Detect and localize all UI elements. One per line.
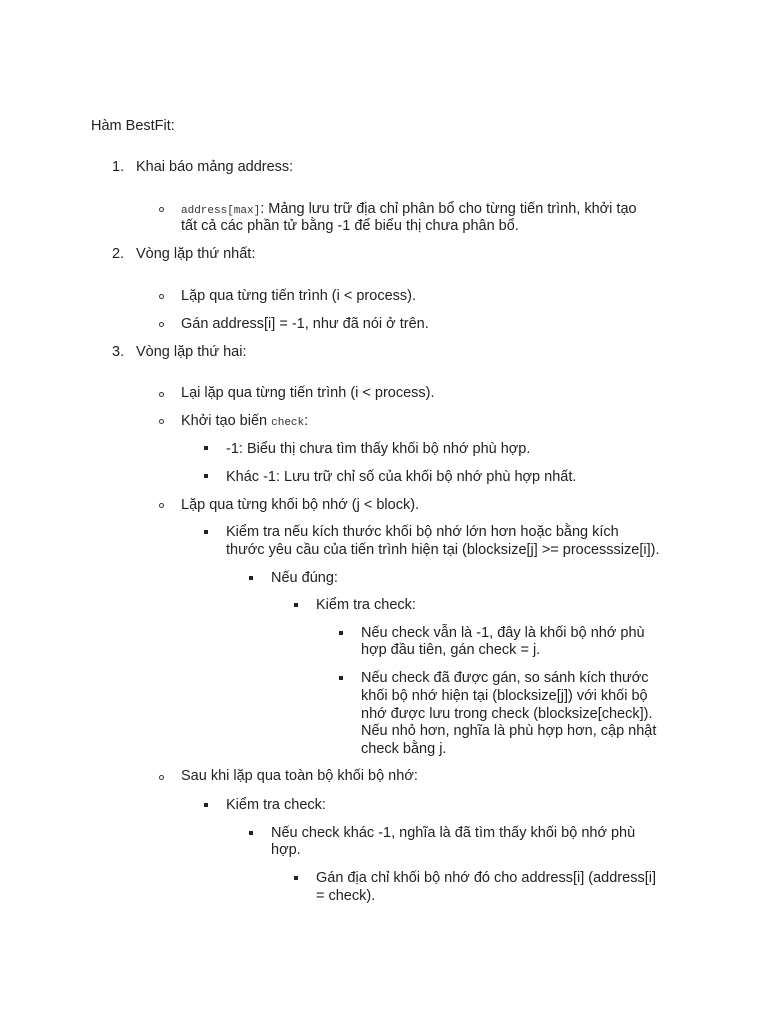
square-bullet-icon <box>249 576 253 580</box>
item-text: : <box>304 413 309 429</box>
list-item-continued: check bằng j. <box>361 741 447 757</box>
section-heading-3: Vòng lặp thứ hai: <box>136 344 247 360</box>
list-number-3: 3. <box>112 344 125 360</box>
list-item: Kiểm tra check: <box>226 797 326 813</box>
list-item-continued: hợp. <box>271 842 301 858</box>
list-item-init-check <box>181 412 308 432</box>
circle-bullet-icon <box>159 294 164 299</box>
list-item: Kiểm tra nếu kích thước khối bộ nhớ lớn hơn hoặc bằng kích <box>226 524 619 540</box>
square-bullet-icon <box>249 831 253 835</box>
inline-code: check <box>271 417 305 429</box>
list-item: Gán address[i] = -1, như đã nói ở trên. <box>181 316 429 332</box>
square-bullet-icon <box>294 876 298 880</box>
square-bullet-icon <box>204 803 208 807</box>
list-item: Lại lặp qua từng tiến trình (i < process). <box>181 385 435 401</box>
circle-bullet-icon <box>159 419 164 424</box>
square-bullet-icon <box>339 676 343 680</box>
list-item: Nếu check vẫn là -1, đây là khối bộ nhớ phù <box>361 625 645 641</box>
circle-bullet-icon <box>159 392 164 397</box>
square-bullet-icon <box>204 530 208 534</box>
item-text: : Mảng lưu trữ địa chỉ phân bổ cho từng tiến trình, khởi tạo <box>260 201 637 217</box>
list-item: Nếu đúng: <box>271 570 338 586</box>
list-item-continued: khối bộ nhớ hiện tại (blocksize[j]) với khối bộ <box>361 688 648 704</box>
circle-bullet-icon <box>159 322 164 327</box>
list-item: Sau khi lặp qua toàn bộ khối bộ nhớ: <box>181 768 418 784</box>
list-item: Nếu check khác -1, nghĩa là đã tìm thấy khối bộ nhớ phù <box>271 825 636 841</box>
list-item-continued: hợp đầu tiên, gán check = j. <box>361 642 541 658</box>
list-item-continued: Nếu nhỏ hơn, nghĩa là phù hợp hơn, cập nhật <box>361 723 657 739</box>
circle-bullet-icon <box>159 503 164 508</box>
list-item: Lặp qua từng khối bộ nhớ (j < block). <box>181 497 420 513</box>
list-item-continued: nhớ được lưu trong check (blocksize[check]). <box>361 706 653 722</box>
page-title: Hàm BestFit: <box>91 118 175 134</box>
section-heading-1: Khai báo mảng address: <box>136 159 294 175</box>
circle-bullet-icon <box>159 775 164 780</box>
list-number-2: 2. <box>112 246 125 262</box>
list-item: -1: Biểu thị chưa tìm thấy khối bộ nhớ phù hợp. <box>226 441 531 457</box>
item-text-continued: tất cả các phần tử bằng -1 để biểu thị chưa phân bổ. <box>181 218 519 234</box>
square-bullet-icon <box>339 631 343 635</box>
square-bullet-icon <box>204 474 208 478</box>
list-item: Nếu check đã được gán, so sánh kích thước <box>361 670 649 686</box>
list-item-continued: = check). <box>316 888 376 904</box>
list-item: Gán địa chỉ khối bộ nhớ đó cho address[i] (address[i] <box>316 870 656 886</box>
circle-bullet-icon <box>159 207 164 212</box>
inline-code: address[max] <box>181 205 261 217</box>
list-item: Khác -1: Lưu trữ chỉ số của khối bộ nhớ phù hợp nhất. <box>226 469 577 485</box>
list-item: Kiểm tra check: <box>316 597 416 613</box>
list-number-1: 1. <box>112 159 125 175</box>
item-text: Khởi tạo biến <box>181 413 272 429</box>
square-bullet-icon <box>294 603 298 607</box>
list-item: Lặp qua từng tiến trình (i < process). <box>181 288 416 304</box>
square-bullet-icon <box>204 446 208 450</box>
section-heading-2: Vòng lặp thứ nhất: <box>136 246 256 262</box>
list-item-continued: thước yêu cầu của tiến trình hiện tại (blocksize[j] >= processsize[i]). <box>226 542 660 558</box>
